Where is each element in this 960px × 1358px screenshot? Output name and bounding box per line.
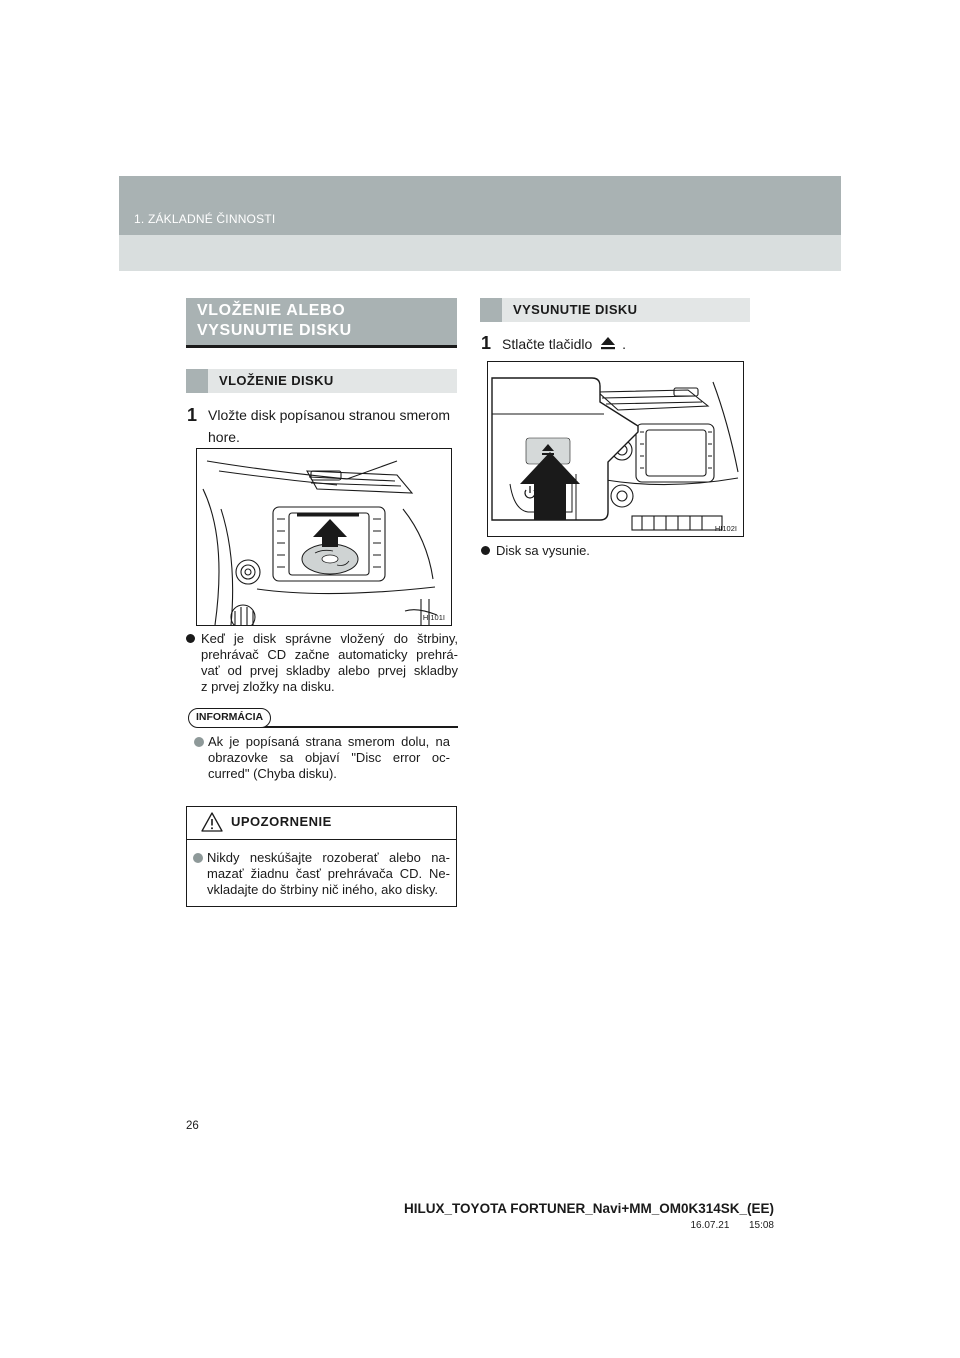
subheading-insert bbox=[186, 369, 457, 393]
document-title: HILUX_TOYOTA FORTUNER_Navi+MM_OM0K314SK_(EE) bbox=[404, 1201, 774, 1216]
warning-divider bbox=[186, 839, 457, 840]
eject-illustration bbox=[488, 362, 743, 536]
step-instruction bbox=[502, 333, 626, 355]
warning-line: mazať žiadnu časť prehrávača CD. Ne- bbox=[207, 866, 450, 881]
figure-code: HI102I bbox=[714, 524, 737, 533]
bullet-paragraph bbox=[481, 543, 741, 559]
step-end: . bbox=[622, 336, 626, 352]
bullet-icon bbox=[481, 546, 490, 555]
subheading-tab bbox=[480, 298, 502, 322]
info-badge: INFORMÁCIA bbox=[188, 708, 271, 728]
bullet-line: prehrávač CD začne automaticky prehrá- bbox=[201, 647, 458, 662]
info-bullet-icon bbox=[194, 737, 204, 747]
section-heading-line2: VYSUNUTIE DISKU bbox=[197, 322, 352, 339]
bullet-paragraph bbox=[186, 631, 458, 695]
bullet-line: Disk sa vysunie. bbox=[496, 543, 590, 558]
step-line: Vložte disk popísanou stranou smerom bbox=[208, 407, 451, 423]
bullet-line: Keď je disk správne vložený do štrbiny, bbox=[201, 631, 458, 646]
subheading-insert-label: VLOŽENIE DISKU bbox=[219, 373, 334, 388]
page-number: 26 bbox=[186, 1120, 199, 1132]
warning-bullet-icon bbox=[193, 853, 203, 863]
figure-code: HI101I bbox=[422, 613, 445, 622]
info-line: obrazovke sa objaví "Disc error oc- bbox=[208, 750, 450, 765]
subheading-eject bbox=[480, 298, 750, 322]
chapter-title: 1. ZÁKLADNÉ ČINNOSTI bbox=[134, 212, 276, 226]
step-line: hore. bbox=[208, 429, 240, 445]
document-date: 16.07.21 bbox=[690, 1220, 730, 1231]
dashboard-illustration bbox=[197, 449, 451, 625]
step-instruction bbox=[208, 404, 460, 448]
warning-triangle-icon bbox=[201, 812, 223, 832]
step-text: Stlačte tlačidlo bbox=[502, 336, 593, 352]
section-heading bbox=[186, 298, 457, 348]
warning-note bbox=[193, 850, 450, 898]
document-timestamp bbox=[690, 1220, 774, 1231]
header-band bbox=[119, 176, 841, 235]
document-time: 15:08 bbox=[748, 1220, 774, 1231]
bullet-icon bbox=[186, 634, 195, 643]
bullet-line: z prvej zložky na disku. bbox=[201, 679, 335, 694]
figure-insert-disc bbox=[196, 448, 452, 626]
info-line: curred" (Chyba disku). bbox=[208, 766, 337, 781]
eject-icon bbox=[600, 336, 616, 350]
subheading-tab bbox=[186, 369, 208, 393]
step-number: 1 bbox=[187, 405, 198, 425]
header-sub-band bbox=[119, 235, 841, 271]
section-heading-line1: VLOŽENIE ALEBO bbox=[197, 302, 346, 319]
warning-title: UPOZORNENIE bbox=[231, 814, 332, 829]
figure-eject-button bbox=[487, 361, 744, 537]
warning-line: Nikdy neskúšajte rozoberať alebo na- bbox=[207, 850, 450, 865]
step-number: 1 bbox=[481, 333, 492, 353]
info-line: Ak je popísaná strana smerom dolu, na bbox=[208, 734, 450, 749]
subheading-eject-label: VYSUNUTIE DISKU bbox=[513, 302, 638, 317]
warning-line: vkladajte do štrbiny nič iného, ako disky. bbox=[207, 882, 438, 897]
info-note bbox=[194, 734, 450, 782]
bullet-line: vať od prvej skladby alebo prvej skladby bbox=[201, 663, 458, 678]
